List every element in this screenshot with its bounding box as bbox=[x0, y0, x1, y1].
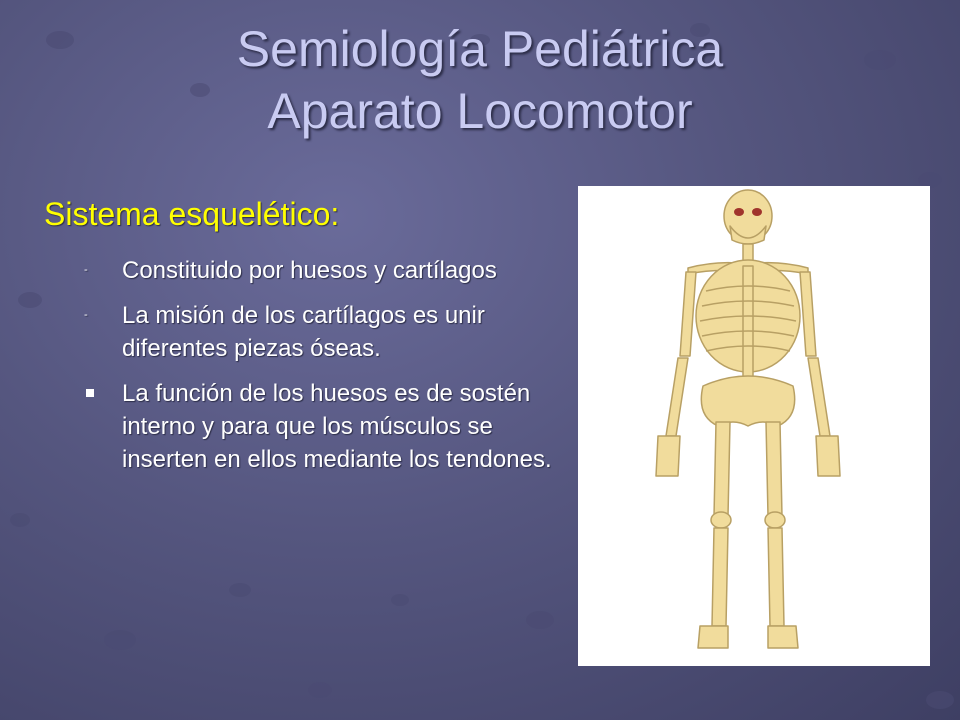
bullet-item bbox=[84, 254, 574, 287]
dash-bullet-icon: - bbox=[84, 309, 88, 321]
bullet-text: La función de los huesos es de sostén interno y para que los músculos se inserten en ellos mediante los tendones. bbox=[122, 380, 552, 473]
section-heading: Sistema esquelético: bbox=[44, 196, 340, 232]
dash-bullet-icon: - bbox=[84, 264, 88, 276]
slide-title bbox=[0, 18, 960, 142]
square-bullet-icon bbox=[84, 377, 110, 410]
title-line-1: Semiología Pediátrica bbox=[236, 21, 724, 77]
title-line-2: Aparato Locomotor bbox=[267, 83, 693, 139]
bullet-list bbox=[84, 254, 574, 488]
skeleton-icon bbox=[578, 186, 930, 666]
bullet-item bbox=[84, 299, 574, 365]
bullet-text: Constituido por huesos y cartílagos bbox=[122, 257, 497, 284]
skeleton-image bbox=[578, 186, 930, 666]
bullet-text: La misión de los cartílagos es unir diferentes piezas óseas. bbox=[122, 302, 485, 362]
bullet-item bbox=[84, 377, 574, 476]
